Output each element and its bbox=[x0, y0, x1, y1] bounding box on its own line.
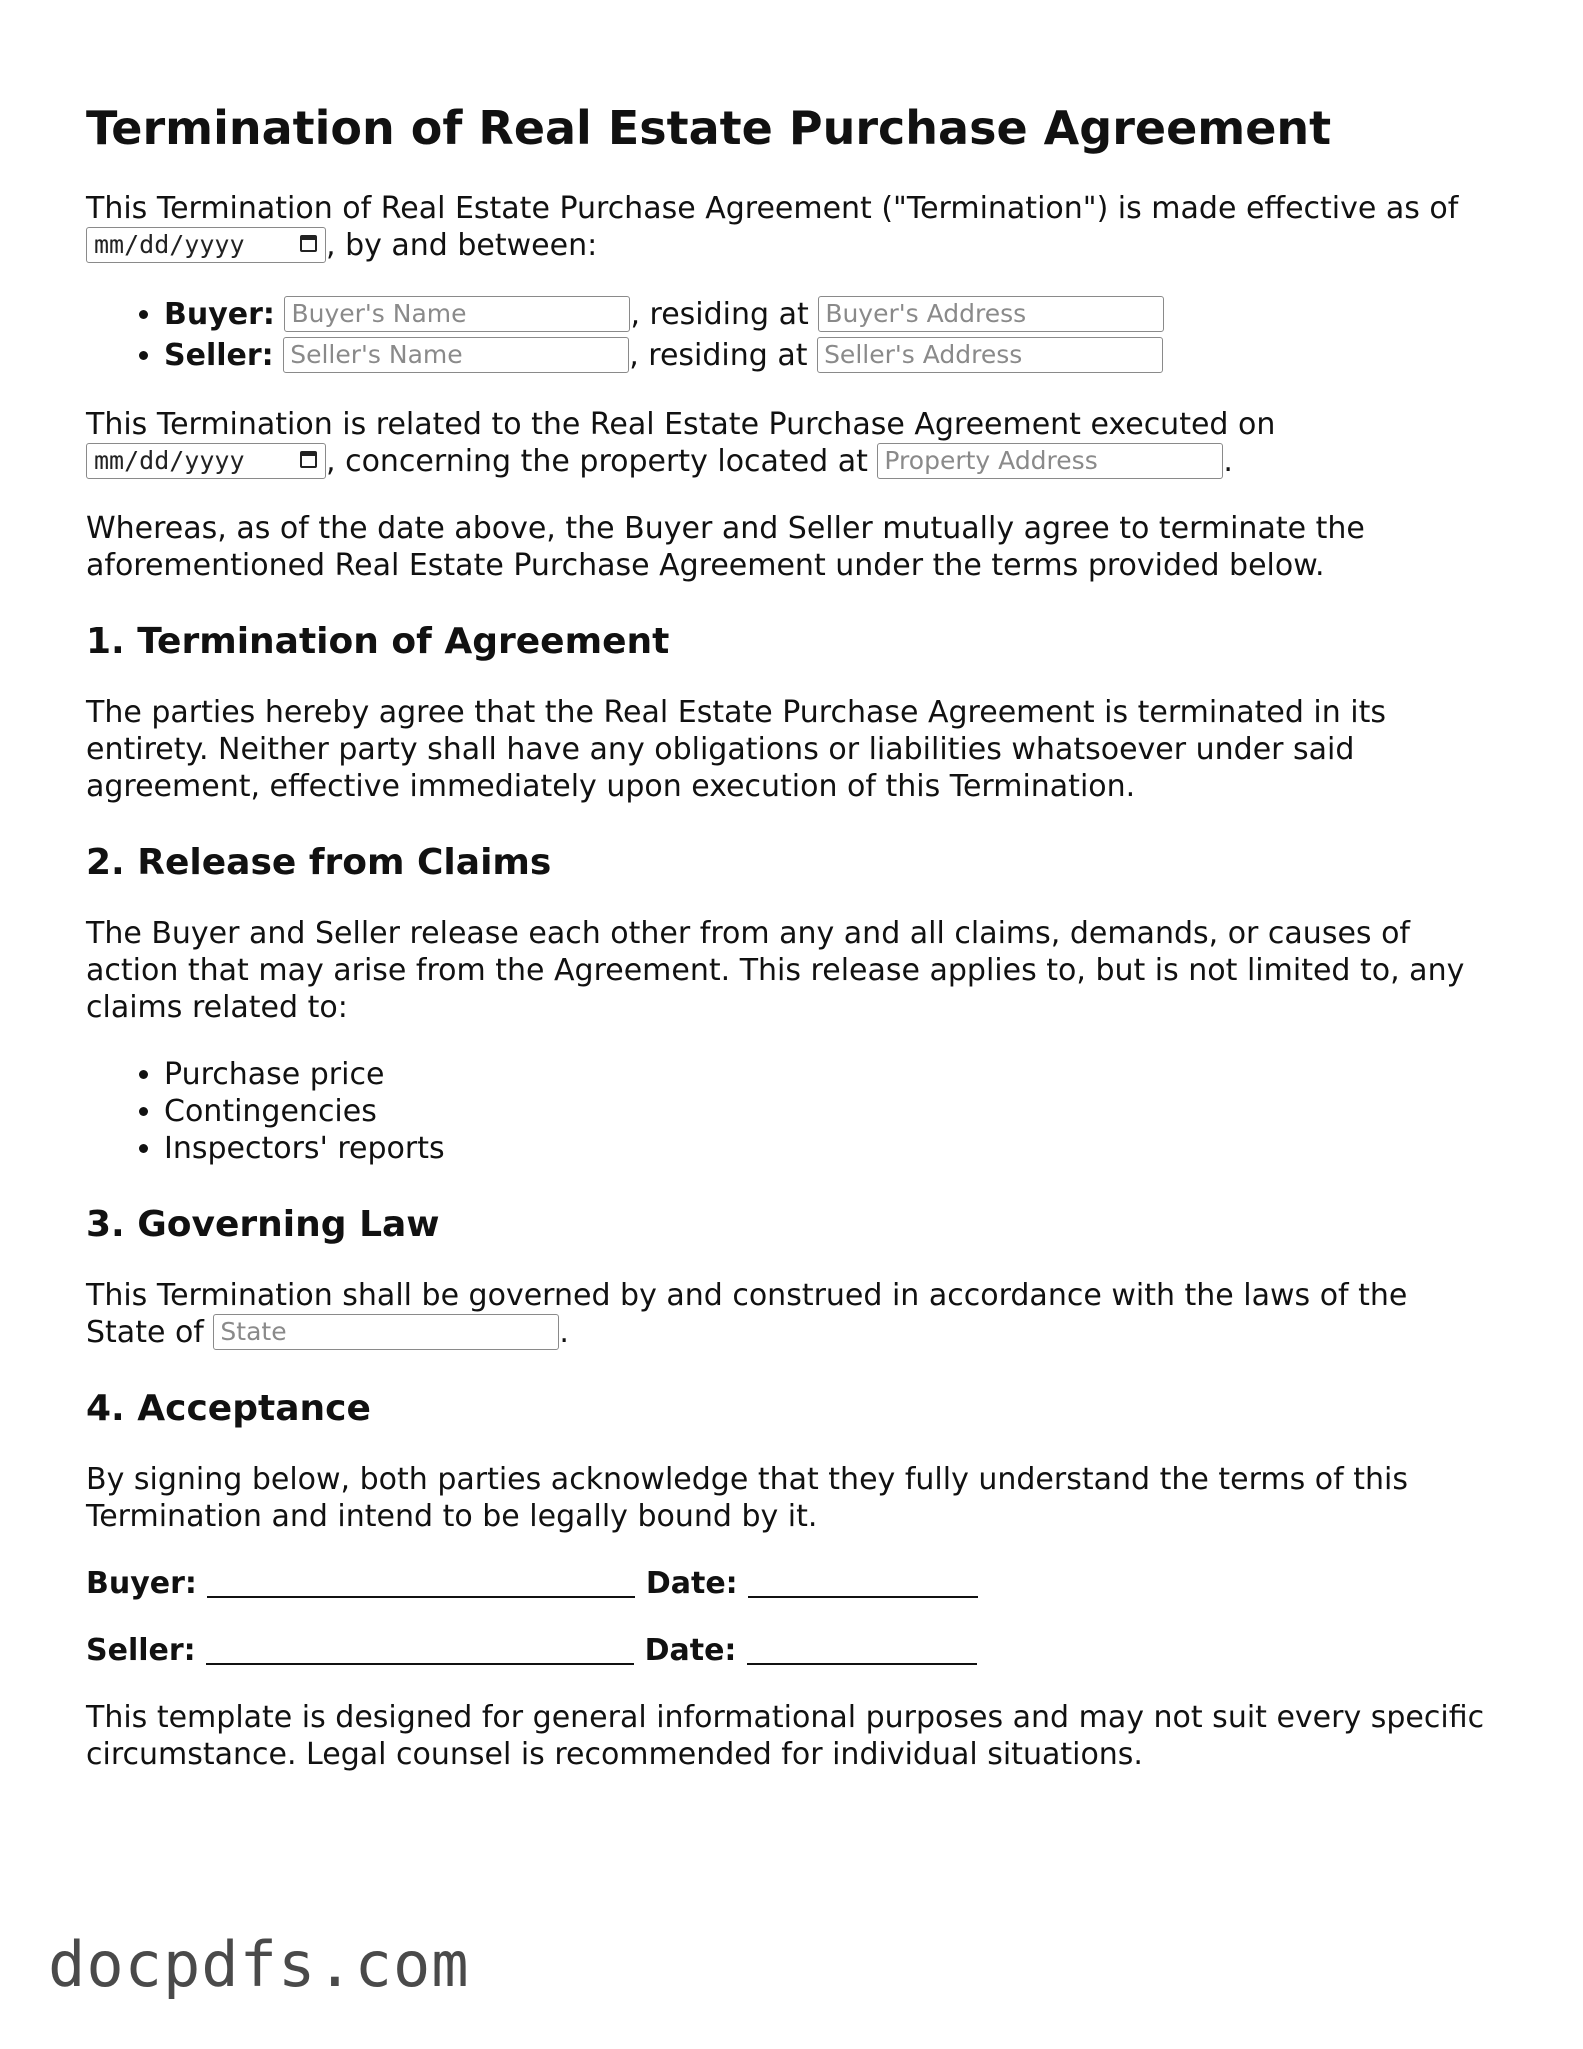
state-input[interactable]: State bbox=[213, 1314, 559, 1350]
list-item-seller bbox=[164, 335, 1486, 376]
seller-address-input[interactable]: Seller's Address bbox=[817, 337, 1163, 373]
watermark: docpdfs.com bbox=[48, 1928, 470, 2001]
related-text: This Termination is related to the Real Estate Purchase Agreement executed on bbox=[86, 407, 1276, 442]
buyer-signature-label: Buyer: bbox=[86, 1566, 197, 1601]
effective-date-value: mm/dd/yyyy bbox=[94, 229, 245, 259]
property-address-input[interactable]: Property Address bbox=[877, 443, 1223, 479]
governing-law-text: This Termination shall be governed by and construed in accordance with the laws of the State of bbox=[86, 1278, 1408, 1350]
parties-list bbox=[86, 294, 1486, 376]
buyer-date-field[interactable] bbox=[748, 1566, 978, 1598]
section-heading-termination: 1. Termination of Agreement bbox=[86, 621, 670, 662]
section-body-acceptance: By signing below, both parties acknowledge that they fully understand the terms of this Termination and intend to be legally bound by it. bbox=[86, 1462, 1408, 1534]
calendar-icon[interactable] bbox=[300, 235, 317, 252]
buyer-label: Buyer: bbox=[164, 297, 275, 332]
claims-list bbox=[86, 1056, 1486, 1167]
seller-signature-label: Seller: bbox=[86, 1633, 196, 1668]
seller-label: Seller: bbox=[164, 338, 274, 373]
list-item: • Purchase price bbox=[164, 1056, 1486, 1093]
document bbox=[86, 100, 1486, 1803]
buyer-address-input[interactable]: Buyer's Address bbox=[818, 296, 1164, 332]
related-text-middle: , concerning the property located at bbox=[326, 444, 868, 479]
seller-signature-field[interactable] bbox=[206, 1633, 634, 1665]
section-heading-release: 2. Release from Claims bbox=[86, 842, 552, 883]
buyer-date-label: Date: bbox=[645, 1566, 738, 1601]
section-heading-governing-law: 3. Governing Law bbox=[86, 1204, 440, 1245]
related-paragraph bbox=[86, 406, 1486, 480]
seller-signature-line bbox=[86, 1632, 1486, 1669]
list-item: • Contingencies bbox=[164, 1093, 1486, 1130]
list-item-buyer bbox=[164, 294, 1486, 335]
buyer-residing-text: , residing at bbox=[630, 297, 809, 332]
agreement-date-value: mm/dd/yyyy bbox=[94, 445, 245, 475]
intro-text-after: , by and between: bbox=[326, 228, 598, 263]
agreement-date-input[interactable] bbox=[86, 443, 326, 479]
intro-text: This Termination of Real Estate Purchase Agreement ("Termination") is made effective as of bbox=[86, 191, 1459, 226]
section-body-release: The Buyer and Seller release each other from any and all claims, demands, or causes of action that may arise from the Agreement. This release applies to, but is not limited to, any claims related to: bbox=[86, 916, 1465, 1025]
list-item: • Inspectors' reports bbox=[164, 1130, 1486, 1167]
seller-residing-text: , residing at bbox=[629, 338, 808, 373]
related-text-after: . bbox=[1223, 444, 1233, 479]
seller-date-label: Date: bbox=[644, 1633, 737, 1668]
section-body-termination: The parties hereby agree that the Real Estate Purchase Agreement is terminated in its entirety. Neither party shall have any obligations or liabilities whatsoever under said agreement, effective immediately upon execution of this Termination. bbox=[86, 695, 1387, 804]
page-title: Termination of Real Estate Purchase Agreement bbox=[86, 101, 1332, 155]
governing-law-text-after: . bbox=[559, 1315, 569, 1350]
section-heading-acceptance: 4. Acceptance bbox=[86, 1388, 371, 1429]
buyer-signature-line bbox=[86, 1565, 1486, 1602]
disclaimer: This template is designed for general informational purposes and may not suit every specific circumstance. Legal counsel is recommended for individual situations. bbox=[86, 1700, 1485, 1772]
calendar-icon[interactable] bbox=[300, 451, 317, 468]
section-body-governing-law bbox=[86, 1277, 1486, 1351]
buyer-signature-field[interactable] bbox=[207, 1566, 635, 1598]
intro-paragraph bbox=[86, 190, 1486, 264]
seller-name-input[interactable]: Seller's Name bbox=[283, 337, 629, 373]
buyer-name-input[interactable]: Buyer's Name bbox=[284, 296, 630, 332]
whereas-paragraph: Whereas, as of the date above, the Buyer and Seller mutually agree to terminate the aforementioned Real Estate Purchase Agreement under the terms provided below. bbox=[86, 511, 1365, 583]
seller-date-field[interactable] bbox=[747, 1633, 977, 1665]
effective-date-input[interactable] bbox=[86, 227, 326, 263]
